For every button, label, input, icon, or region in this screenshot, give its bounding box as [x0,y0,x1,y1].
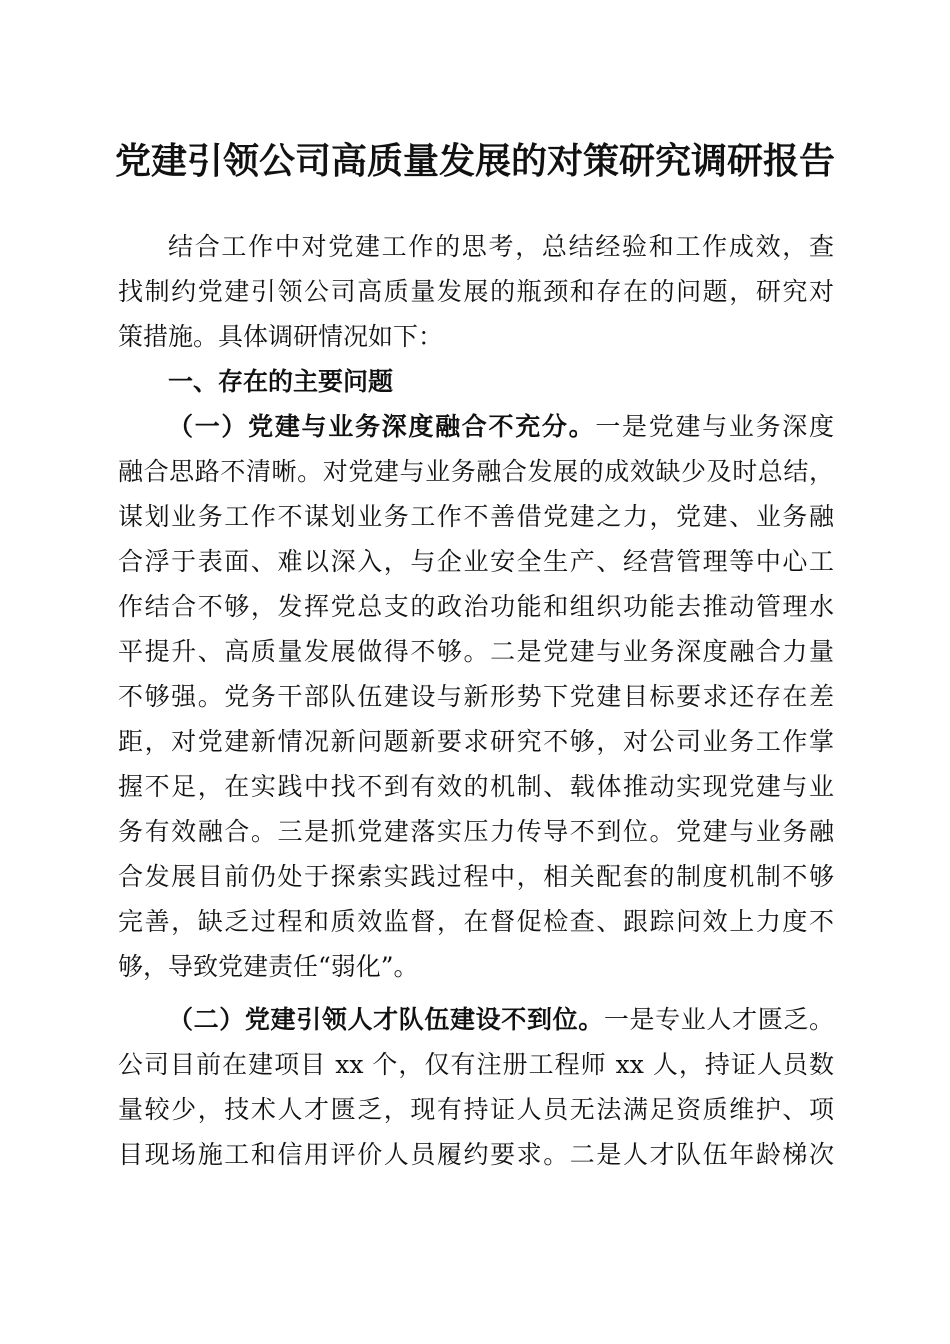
subsection-1-line: 务有效融合。三是抓党建落实压力传导不到位。党建与业务融 [118,817,834,846]
subsection-1-line: 合浮于表面、难以深入，与企业安全生产、经营管理等中心工 [118,547,834,576]
subsection-2-line: 公司目前在建项目 xx 个，仅有注册工程师 xx 人，持证人员数 [118,1050,834,1079]
subsection-1-line: 距，对党建新情况新问题新要求研究不够，对公司业务工作掌 [118,727,834,756]
subsection-2-heading: （二）党建引领人才队伍建设不到位。 [168,1005,604,1034]
subsection-1-heading: （一）党建与业务深度融合不充分。 [168,412,596,441]
subsection-1-line: 平提升、高质量发展做得不够。二是党建与业务深度融合力量 [118,637,834,666]
document-body [118,224,834,1177]
subsection-1-line: 谋划业务工作不谋划业务工作不善借党建之力，党建、业务融 [118,502,834,531]
intro-line-3: 策措施。具体调研情况如下： [118,322,444,351]
subsection-1-first-line-rest: 一是党建与业务深度 [595,412,834,441]
subsection-2-line: 量较少，技术人才匮乏，现有持证人员无法满足资质维护、项 [118,1095,834,1124]
subsection-1-line: 作结合不够，发挥党总支的政治功能和组织功能去推动管理水 [118,592,834,621]
subsection-1-line: 不够强。党务干部队伍建设与新形势下党建目标要求还存在差 [118,682,834,711]
intro-line-1: 结合工作中对党建工作的思考，总结经验和工作成效，查 [168,232,834,261]
subsection-2-first-line-rest: 一是专业人才匮乏。 [603,1005,834,1034]
section-heading-1: 一、存在的主要问题 [168,367,394,396]
subsection-1-line: 合发展目前仍处于探索实践过程中，相关配套的制度机制不够 [118,862,834,891]
subsection-2-line: 目现场施工和信用评价人员履约要求。二是人才队伍年龄梯次 [118,1140,834,1169]
subsection-1-line: 够，导致党建责任“弱化”。 [118,952,419,981]
document-title: 党建引领公司高质量发展的对策研究调研报告 [114,140,835,182]
subsection-1-line: 完善，缺乏过程和质效监督，在督促检查、跟踪问效上力度不 [118,907,834,936]
intro-line-2: 找制约党建引领公司高质量发展的瓶颈和存在的问题，研究对 [118,277,834,306]
subsection-1-line: 握不足，在实践中找不到有效的机制、载体推动实现党建与业 [118,772,834,801]
subsection-1-line: 融合思路不清晰。对党建与业务融合发展的成效缺少及时总结， [118,457,834,486]
subsection-1-first-line [118,404,834,449]
subsection-2-first-line [118,997,834,1042]
